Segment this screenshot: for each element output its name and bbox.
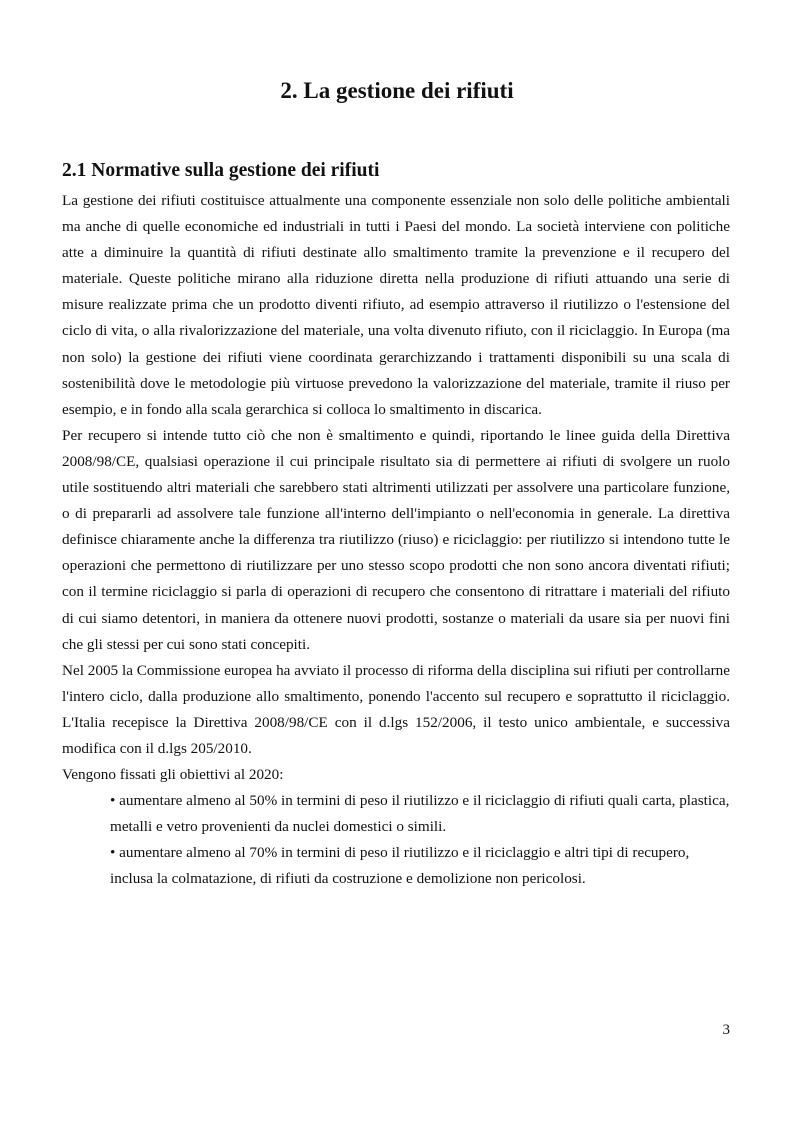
bullet-icon: •	[110, 792, 116, 810]
bullet-icon: •	[110, 844, 116, 862]
paragraph-intro: La gestione dei rifiuti costituisce attualmente una componente essenziale non solo delle politiche ambientali ma anche di quelle economiche ed industriali in tutti i Paesi del mondo. La società interviene con politiche atte a diminuire la quantità di rifiuti destinate allo smaltimento tramite la prevenzione e il recupero del materiale. Queste politiche mirano alla riduzione diretta nella produzione di rifiuti attuando una serie di misure realizzate prima che un prodotto diventi rifiuto, ad esempio attraverso il riutilizzo o l'estensione del ciclo di vita, o alla rivalorizzazione del materiale, una volta divenuto rifiuto, con il riciclaggio. In Europa (ma non solo) la gestione dei rifiuti viene coordinata gerarchizzando i trattamenti disponibili su una scala di sostenibilità dove le metodologie più virtuose prevedono la valorizzazione del materiale, tramite il riuso per esempio, e in fondo alla scala gerarchica si colloca lo smaltimento in discarica.	[62, 192, 730, 418]
list-item-text: aumentare almeno al 50% in termini di peso il riutilizzo e il riciclaggio di rifiuti quali carta, plastica, metalli e vetro provenienti da nuclei domestici o simili.	[110, 792, 730, 836]
body-text	[62, 188, 730, 893]
list-item-text: aumentare almeno al 70% in termini di peso il riutilizzo e il riciclaggio e altri tipi di recupero, inclusa la colmatazione, di rifiuti da costruzione e demolizione non pericolosi.	[110, 844, 690, 888]
paragraph-obiettivi-intro: Vengono fissati gli obiettivi al 2020:	[62, 766, 284, 784]
objectives-list	[62, 788, 730, 892]
section-heading: 2.1 Normative sulla gestione dei rifiuti	[62, 160, 380, 181]
paragraph-riforma: Nel 2005 la Commissione europea ha avviato il processo di riforma della disciplina sui rifiuti per controllarne l'intero ciclo, dalla produzione allo smaltimento, ponendo l'accento sul recupero e soprattutto il riciclaggio. L'Italia recepisce la Direttiva 2008/98/CE con il d.lgs 152/2006, il testo unico ambientale, e successiva modifica con il d.lgs 205/2010.	[62, 661, 730, 757]
chapter-title: 2. La gestione dei rifiuti	[280, 78, 514, 103]
page-number: 3	[722, 1022, 730, 1038]
list-item	[110, 788, 730, 840]
list-item	[110, 840, 730, 892]
paragraph-recupero: Per recupero si intende tutto ciò che non è smaltimento e quindi, riportando le linee guida della Direttiva 2008/98/CE, qualsiasi operazione il cui principale risultato sia di permettere ai rifiuti di svolgere un ruolo utile sostituendo altri materiali che sarebbero stati altrimenti utilizzati per assolvere una particolare funzione, o di prepararli ad assolvere tale funzione all'interno dell'impianto o nell'economia in generale. La direttiva definisce chiaramente anche la differenza tra riutilizzo (riuso) e riciclaggio: per riutilizzo si intendono tutte le operazioni che permettono di riutilizzare per uno stesso scopo prodotti che non sono ancora diventati rifiuti; con il termine riciclaggio si parla di operazioni di recupero che consentono di ritrattare i materiali del rifiuto di cui siamo detentori, in maniera da ottenere nuovi prodotti, sostanze o materiali da usare sia per nuovi fini che gli stessi per cui sono stati concepiti.	[62, 426, 730, 653]
